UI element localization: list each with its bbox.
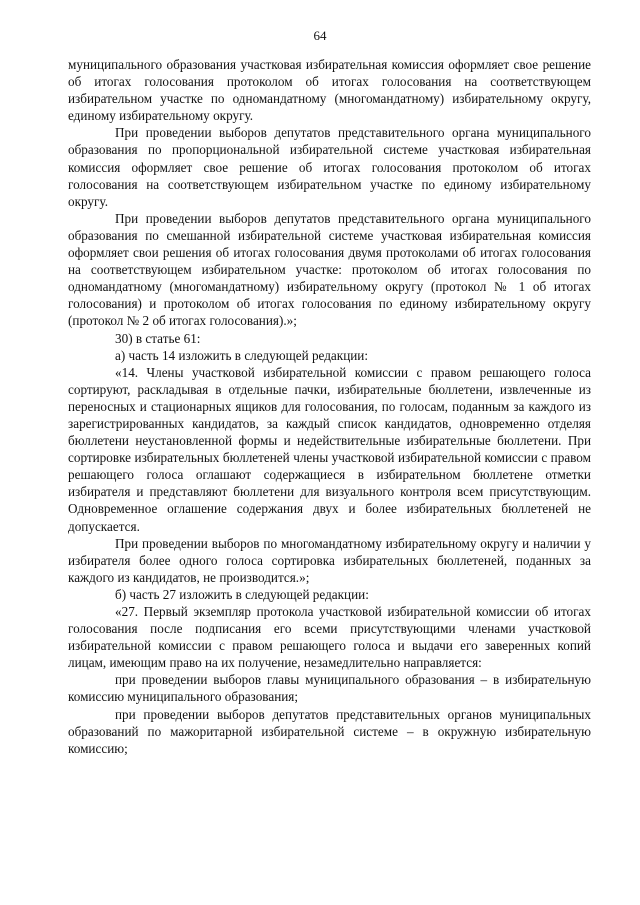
- paragraph-head-election: при проведении выборов главы муниципального образования – в избирательную комиссию муниципального образования;: [68, 672, 591, 705]
- paragraph-mixed-system: При проведении выборов депутатов представительного органа муниципального образования по смешанной избирательной системе участковая избирательная комиссия оформляет свои решения об итогах голосования двумя протоколами об итогах голосования на соответствующем избирательном участке: протоколом об итогах голосования по одномандатному (многомандатному) избирательному округу (протокол № 1 об итогах голосования) и протоколом об итогах голосования по единому избирательному округу (протокол № 2 об итогах голосования).»;: [68, 210, 591, 329]
- document-body: [68, 56, 591, 757]
- paragraph-part-14-heading: а) часть 14 изложить в следующей редакции:: [115, 347, 369, 363]
- page-number: 64: [313, 28, 327, 43]
- paragraph-part-14-text: «14. Члены участковой избирательной комиссии с правом решающего голоса сортируют, раскладывая в отдельные пачки, избирательные бюллетени, извлеченные из переносных и стационарных ящиков для голосования, по голосам, поданным за каждого из зарегистрированных кандидатов, за каждый список кандидатов, одновременно отделяя бюллетени неустановленной формы и недействительные избирательные бюллетени. При сортировке избирательных бюллетеней члены участковой избирательной комиссии с правом решающего голоса оглашают содержащиеся в избирательном бюллетене отметки избирателя и представляют бюллетени для визуального контроля всем присутствующим. Одновременное оглашение содержания двух и более избирательных бюллетеней не допускается.: [68, 364, 591, 534]
- paragraph-deputies-election: при проведении выборов депутатов представительных органов муниципальных образований по мажоритарной избирательной системе – в окружную избирательную комиссию;: [68, 706, 591, 756]
- paragraph-proportional-system: При проведении выборов депутатов представительного органа муниципального образования по пропорциональной избирательной системе участковая избирательная комиссия оформляет свое решение об итогах голосования протоколом об итогах голосования на соответствующем избирательном участке по единому избирательному округу.: [68, 125, 591, 209]
- paragraph-part-27-text: «27. Первый экземпляр протокола участковой избирательной комиссии об итогах голосования после подписания его всеми присутствующими членами участковой избирательной комиссии с правом решающего голоса и выдачи его заверенных копий лицам, имеющим право на их получение, незамедлительно направляется:: [68, 604, 591, 671]
- paragraph-part-27-heading: б) часть 27 изложить в следующей редакции:: [115, 586, 369, 602]
- paragraph-multimandate-sorting: При проведении выборов по многомандатному избирательному округу и наличии у избирателя более одного голоса сортировка избирательных бюллетеней, поданных за каждого из кандидатов, не производится.»;: [68, 535, 591, 585]
- paragraph-article-61-heading: 30) в статье 61:: [115, 330, 201, 346]
- paragraph-continuation: муниципального образования участковая избирательная комиссия оформляет свое решение об итогах голосования протоколом об итогах голосования на соответствующем избирательном участке по одномандатному (многомандатному) избирательному округу, единому избирательному округу.: [68, 57, 591, 124]
